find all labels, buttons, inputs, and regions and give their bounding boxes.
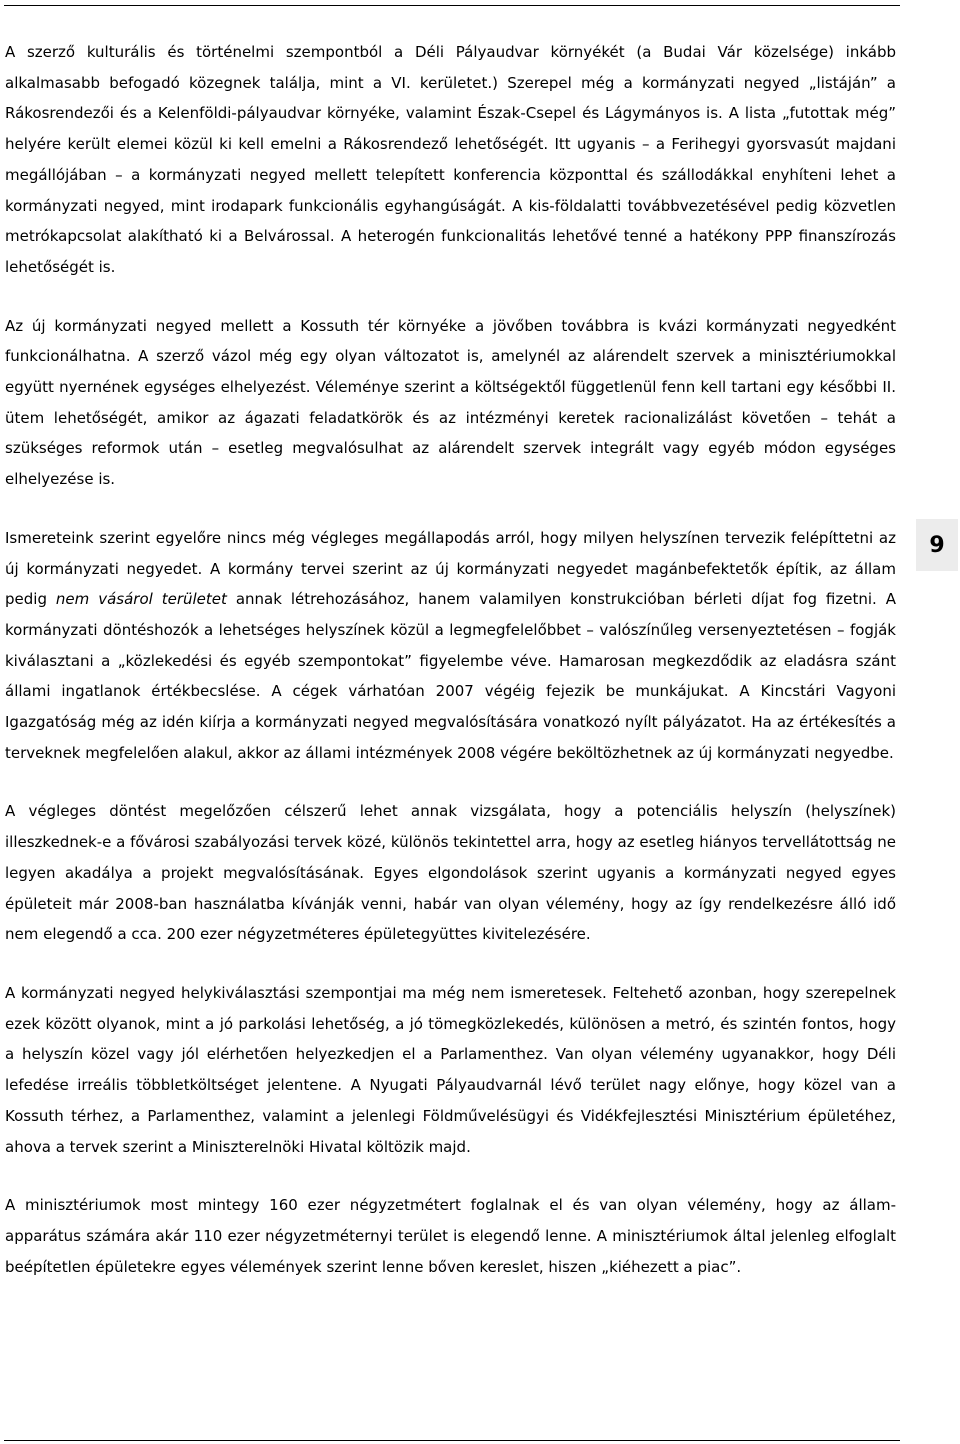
page-number-tab	[916, 519, 958, 571]
paragraph-3-text-start: Ismereteink szerint egyelőre nincs még végleges megállapodás arról, hogy milyen helyszínen tervezik felépíttetni az új kormányzati negyedet. A kormány tervei szerint az új kormányzati negyedet magánbefektetők építik, az állam pedig	[5, 528, 896, 609]
paragraph-3-text-end: annak létrehozásához, hanem valamilyen konstrukcióban bérleti díjat fog fizetni. A kormányzati döntéshozók a lehetséges helyszínek közül a legmegfelelőbbet – valószínűleg versenyeztetésen – fogják kiválasztani a „közlekedési és egyéb szempontokat” figyelembe véve. Hamarosan megkezdődik az eladásra szánt állami ingatlanok értékbecslése. A cégek várhatóan 2007 végéig fejezik be munkájukat. A Kincstári Vagyoni Igazgatóság még az idén kiírja a kormányzati negyed megvalósítására vonatkozó nyílt pályázatot. Ha az értékesítés a terveknek megfelelően alakul, akkor az állami intézmények 2008 végére beköltözhetnek az új kormányzati negyedbe.	[5, 590, 896, 762]
page-number: 9	[929, 532, 945, 558]
paragraph-2: Az új kormányzati negyed mellett a Kossuth tér környéke a jövőben továbbra is kvázi kormányzati negyedként funkcionálhatna. A szerző vázol még egy olyan változatot is, amelynél az alárendelt szervek a minisztériumokkal együtt nyernének egységes elhelyezést. Véleménye szerint a költségektől függetlenül fenn kell tartani egy későbbi II. ütem lehetőségét, amikor az ágazati feladatkörök és az intézményi keretek racionalizálást követően – tehát a szükséges reformok után – esetleg megvalósulhat az alárendelt szervek integrált vagy egyéb módon egységes elhelyezése is.	[5, 316, 896, 489]
paragraph-3-emphasis: nem vásárol területet	[55, 590, 227, 609]
header-rule	[4, 5, 900, 6]
footer-rule	[4, 1440, 900, 1441]
paragraph-4: A végleges döntést megelőzően célszerű lehet annak vizsgálata, hogy a potenciális helyszín (helyszínek) illeszkednek-e a fővárosi szabályozási tervek közé, különös tekintettel arra, hogy az esetleg hiányos tervellátottság ne legyen akadálya a projekt megvalósításának. Egyes elgondolások szerint ugyanis a kormányzati negyed egyes épületeit már 2008-ban használatba kívánják venni, habár van olyan vélemény, hogy az így rendelkezésre álló idő nem elegendő a cca. 200 ezer négyzetméteres épületegyüttes kivitelezésére.	[5, 802, 896, 944]
document-body	[5, 37, 896, 1310]
paragraph-6: A minisztériumok most mintegy 160 ezer négyzetmétert foglalnak el és van olyan vélemény, hogy az állam-apparátus számára akár 110 ezer négyzetméternyi terület is elegendő lenne. A minisztériumok által jelenleg elfoglalt beépítetlen épületekre egyes vélemények szerint lenne bőven kereslet, hiszen „kiéhezett a piac”.	[5, 1196, 896, 1276]
paragraph-1: A szerző kulturális és történelmi szempontból a Déli Pályaudvar környékét (a Budai Vár közelsége) inkább alkalmasabb befogadó közegnek találja, mint a VI. kerületet.) Szerepel még a kormányzati negyed „listáján” a Rákosrendezői és a Kelenföldi-pályaudvar környéke, valamint Észak-Csepel és Lágymányos is. A lista „futottak még” helyére került elemei közül ki kell emelni a Rákosrendező lehetőségét. Itt ugyanis – a Ferihegyi gyorsvasút majdani megállójában – a kormányzati negyed mellett telepített konferencia központtal és szállodákkal enyhíteni lehet a kormányzati negyed, mint irodapark funkcionális egyhangúságát. A kis-földalatti továbbvezetésével pedig közvetlen metrókapcsolat alakítható ki a Belvárossal. A heterogén funkcionalitás lehetővé tenné a hatékony PPP finanszírozás lehetőségét is.	[5, 43, 896, 276]
paragraph-5: A kormányzati negyed helykiválasztási szempontjai ma még nem ismeretesek. Feltehető azonban, hogy szerepelnek ezek között olyanok, mint a jó parkolási lehetőség, a jó tömegközlekedés, különösen a metró, és szintén fontos, hogy a helyszín közel vagy jól elérhetően helyezkedjen el a Parlamenthez. Van olyan vélemény ugyanakkor, hogy Déli lefedése irreális többletköltséget jelentene. A Nyugati Pályaudvarnál lévő terület nagy előnye, hogy közel van a Kossuth térhez, a Parlamenthez, valamint a jelenlegi Földművelésügyi és Vidékfejlesztési Minisztérium épületéhez, ahova a tervek szerint a Miniszterelnöki Hivatal költözik majd.	[5, 983, 896, 1156]
paragraph-3	[5, 523, 896, 769]
